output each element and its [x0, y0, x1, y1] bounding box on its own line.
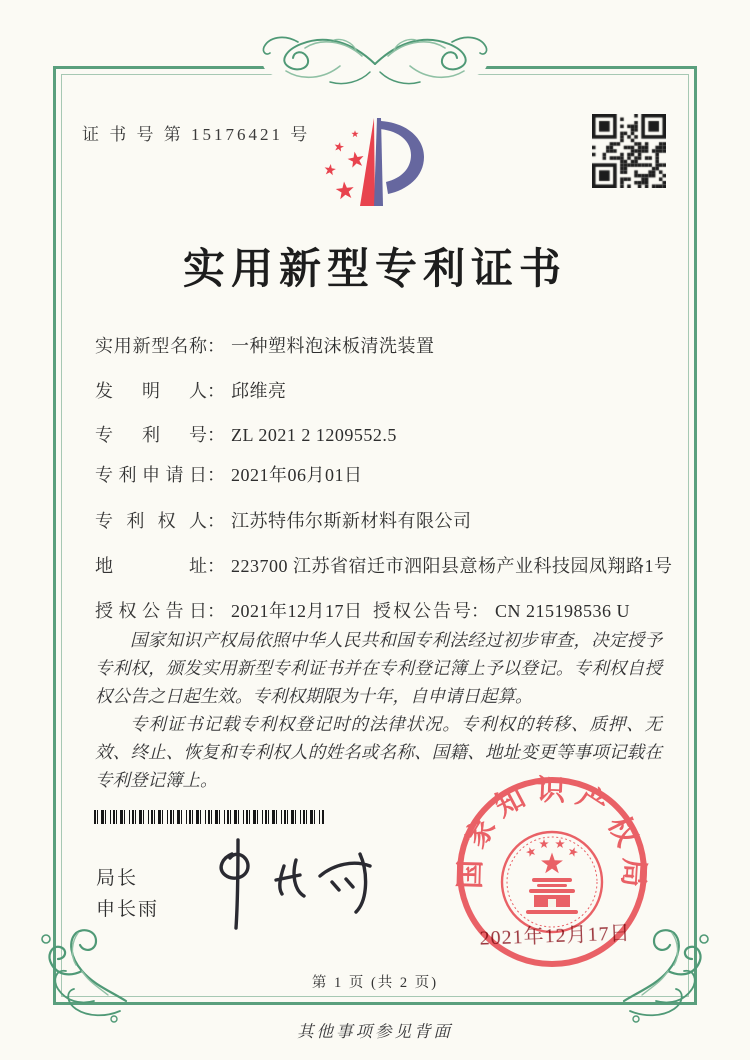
field-row-inventor: 发明人： 邱维亮 [95, 377, 665, 403]
field-row-patent-number: 专利号： ZL 2021 2 1209552.5 [95, 421, 665, 447]
qr-code [592, 114, 666, 188]
field-label: 专利权人 [95, 511, 207, 531]
certificate-number: 证 书 号 第 15176421 号 [82, 125, 311, 144]
legal-text [95, 626, 662, 794]
field-value: 一种塑料泡沫板清洗装置 [231, 336, 435, 356]
field-value: 2021年12月17日 [231, 601, 363, 621]
field-row-filing-date: 专利申请日： 2021年06月01日 [95, 461, 665, 487]
field-label: 专利申请日 [95, 465, 207, 485]
legal-paragraph-1: 国家知识产权局依照中华人民共和国专利法经过初步审查，决定授予专利权，颁发实用新型专利证书并在专利登记簿上予以登记。专利权自授权公告之日起生效。专利权期限为十年，自申请日起算。 [95, 630, 662, 706]
barcode [94, 810, 324, 824]
field-label: 实用新型名称 [95, 336, 207, 356]
seal-agency-text: 国家知识产权局 [454, 774, 650, 897]
field-row-grant-number: 授权公告号： CN 215198536 U [373, 597, 630, 623]
field-value: ZL 2021 2 1209552.5 [231, 425, 397, 445]
certificate-title: 实用新型专利证书 [182, 247, 567, 293]
legal-paragraph-2: 专利证书记载专利权登记时的法律状况。专利权的转移、质押、无效、终止、恢复和专利权人的姓名或名称、国籍、地址变更等事项记载在专利登记簿上。 [95, 714, 662, 790]
top-flourish-ornament [238, 6, 512, 102]
field-label: 授权公告日 [95, 601, 207, 621]
issuer-title: 局长 [96, 868, 139, 889]
cnipa-logo [310, 108, 438, 216]
field-value: 223700 江苏省宿迁市泗阳县意杨产业科技园凤翔路1号 [231, 556, 673, 576]
field-label: 专利号 [95, 425, 207, 445]
field-label: 授权公告号 [373, 601, 471, 621]
field-value: 2021年06月01日 [231, 465, 363, 485]
field-value: CN 215198536 U [495, 601, 631, 621]
issuer-name: 申长雨 [96, 899, 160, 920]
field-row-patentee: 专利权人： 江苏特伟尔斯新材料有限公司 [95, 507, 665, 533]
field-label: 发明人 [95, 381, 207, 401]
page-number: 第 1 页 (共 2 页) [311, 975, 439, 991]
signature [192, 832, 402, 934]
field-row-address: 地址： 223700 江苏省宿迁市泗阳县意杨产业科技园凤翔路1号 [95, 552, 665, 578]
field-label: 地址 [95, 556, 207, 576]
seal-date: 2021年12月17日 [479, 922, 631, 950]
back-side-note: 其他事项参见背面 [297, 1022, 453, 1041]
field-row-grant-date: 授权公告日： 2021年12月17日 授权公告号： CN 215198536 U [95, 597, 665, 623]
field-row-invention-name: 实用新型名称： 一种塑料泡沫板清洗装置 [95, 332, 665, 358]
field-value: 邱维亮 [231, 381, 287, 401]
field-value: 江苏特伟尔斯新材料有限公司 [231, 511, 472, 531]
